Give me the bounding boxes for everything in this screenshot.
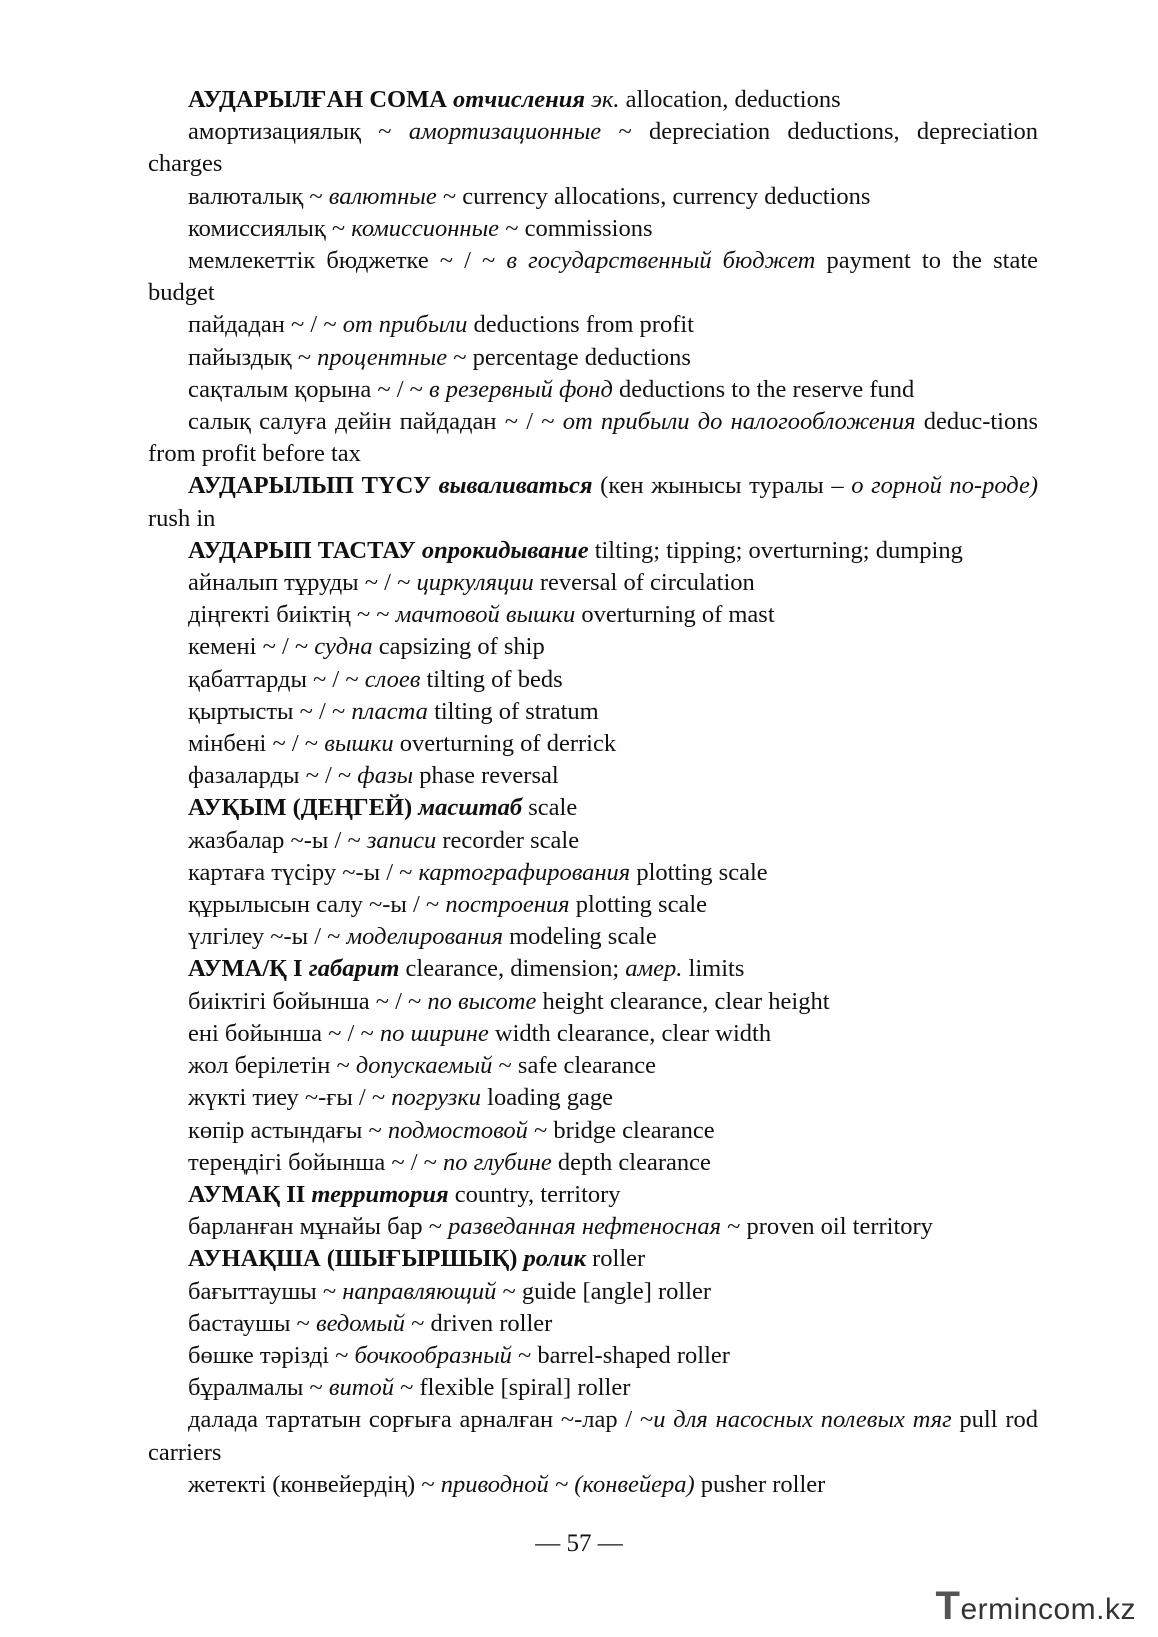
entry-text: plotting scale: [630, 858, 768, 886]
entry-text: pull rod carriers: [148, 1406, 1038, 1466]
entry-text: depth clearance: [551, 1148, 711, 1176]
russian-term: фазы: [357, 762, 414, 790]
dictionary-entry: [148, 1082, 1038, 1114]
russian-term: процентные: [317, 343, 448, 371]
entry-text: бұралмалы ~: [188, 1374, 329, 1402]
dictionary-entry: [148, 986, 1038, 1018]
entry-text: scale: [522, 794, 578, 822]
russian-term: разведанная нефтеносная: [448, 1213, 721, 1241]
entry-text: (кен жынысы туралы –: [592, 472, 852, 500]
dictionary-entry: [148, 1018, 1038, 1050]
entry-text: айналып тұруды ~ / ~: [188, 569, 417, 597]
entry-text: биіктігі бойынша ~ / ~: [188, 987, 428, 1015]
russian-term: приводной ~ (конвейера): [440, 1470, 695, 1498]
entry-text: ~ guide [angle] roller: [496, 1277, 712, 1305]
entry-text: сақталым қорына ~ / ~: [188, 375, 430, 403]
entry-text: мемлекеттік бюджетке ~ / ~: [188, 247, 507, 275]
dictionary-entry: [148, 406, 1038, 470]
dictionary-entry: [148, 1211, 1038, 1243]
entry-text: мінбені ~ / ~: [188, 730, 325, 758]
entry-text: фазаларды ~ / ~: [188, 762, 358, 790]
russian-term: записи: [366, 826, 437, 854]
dictionary-entry: [148, 792, 1038, 824]
entry-text: ~ driven roller: [405, 1309, 553, 1337]
russian-term: витой: [328, 1374, 394, 1402]
entry-text: pusher roller: [694, 1470, 826, 1498]
entry-text: plotting scale: [569, 891, 708, 919]
russian-term: амер.: [625, 955, 683, 983]
dictionary-entry: [148, 181, 1038, 213]
dictionary-entry: [148, 921, 1038, 953]
entry-text: жол берілетін ~: [188, 1052, 356, 1080]
dictionary-entry: [148, 535, 1038, 567]
entry-text: tilting of beds: [420, 665, 563, 693]
russian-term: направляющий: [342, 1277, 497, 1305]
russian-term: от прибыли до налогообложения: [562, 408, 916, 436]
entry-text: overturning of derrick: [393, 730, 617, 758]
entry-text: deductions to the reserve fund: [612, 375, 915, 403]
headword: АУДАРЫП ТАСТАУ: [188, 536, 416, 564]
headword: территория: [311, 1180, 449, 1208]
watermark-initial: T: [935, 1584, 961, 1628]
entry-text: бөшке тәрізді ~: [188, 1341, 355, 1369]
russian-term: ведомый: [315, 1309, 406, 1337]
entry-text: deductions from profit: [467, 311, 694, 339]
entry-text: ~ commissions: [499, 214, 653, 242]
russian-term: построения: [445, 891, 570, 919]
dictionary-entry: [148, 374, 1038, 406]
russian-term: валютные: [328, 182, 437, 210]
entry-text: үлгілеу ~-ы / ~: [188, 923, 347, 951]
russian-term: погрузки: [391, 1084, 482, 1112]
dictionary-entry: [148, 1372, 1038, 1404]
russian-term: допускаемый: [355, 1052, 493, 1080]
dictionary-entry: [148, 631, 1038, 663]
entry-text: ~ percentage deductions: [447, 343, 691, 371]
dictionary-entry: [148, 1340, 1038, 1372]
russian-term: моделирования: [346, 923, 503, 951]
entry-text: пайыздық ~: [188, 343, 318, 371]
headword: АУМАҚ II: [188, 1180, 306, 1208]
dictionary-entry: [148, 857, 1038, 889]
dictionary-entry: [148, 1179, 1038, 1211]
dictionary-entry: [148, 728, 1038, 760]
dictionary-entry: [148, 696, 1038, 728]
entry-text: ~ proven oil territory: [720, 1213, 933, 1241]
dictionary-entry: [148, 1404, 1038, 1468]
entry-text: overturning of mast: [575, 601, 775, 629]
entry-text: roller: [586, 1245, 646, 1273]
russian-term: и для насосных полевых тяг: [653, 1406, 952, 1434]
dictionary-entry: [148, 116, 1038, 180]
russian-term: циркуляции: [416, 569, 534, 597]
headword: АУНАҚША (ШЫҒЫРШЫҚ): [188, 1245, 518, 1273]
dictionary-entry: [148, 664, 1038, 696]
watermark-text: ermincom.kz: [960, 1593, 1136, 1626]
russian-term: судна: [314, 633, 373, 661]
dictionary-entry: [148, 1276, 1038, 1308]
entry-text: ~ safe clearance: [492, 1052, 656, 1080]
dictionary-entry: [148, 1115, 1038, 1147]
headword: АУДАРЫЛҒАН СОМА: [188, 86, 447, 113]
dictionary-entry: [148, 760, 1038, 792]
headword: АУДАРЫЛЫП ТҮСУ: [188, 472, 431, 500]
entry-text: capsizing of ship: [372, 633, 545, 661]
entry-text: жетекті (конвейердің) ~: [188, 1470, 441, 1498]
headword: масштаб: [418, 794, 523, 822]
entry-text: жазбалар ~-ы / ~: [188, 826, 367, 854]
dictionary-entry: [148, 1243, 1038, 1275]
entry-text: амортизациялық ~: [188, 118, 409, 146]
entry-text: қабаттарды ~ / ~: [188, 665, 365, 693]
dictionary-entry: [148, 1469, 1038, 1501]
russian-term: о горной по-роде): [851, 472, 1038, 500]
dictionary-entry: [148, 84, 1038, 116]
entry-text: limits: [682, 955, 745, 983]
watermark-logo: [936, 1584, 1136, 1629]
headword: АУМА/Қ I: [188, 955, 303, 983]
russian-term: по ширине: [379, 1019, 489, 1047]
entry-text: картаға түсіру ~-ы / ~: [188, 858, 419, 886]
headword: отчисления: [453, 86, 585, 113]
entry-text: ~ currency allocations, currency deductions: [436, 182, 871, 210]
russian-term: слоев: [364, 665, 421, 693]
dictionary-entry: [148, 567, 1038, 599]
entry-text: [431, 472, 439, 499]
headword: ролик: [523, 1245, 587, 1273]
headword: вываливаться: [438, 472, 593, 500]
entry-text: recorder scale: [436, 826, 580, 854]
russian-term: комиссионные: [351, 214, 500, 242]
entry-text: clearance, dimension;: [399, 955, 626, 983]
entry-text: қыртысты ~ / ~: [188, 697, 352, 725]
dictionary-entry: [148, 825, 1038, 857]
russian-term: эк.: [591, 86, 620, 113]
russian-term: вышки: [324, 730, 394, 758]
russian-term: от прибыли: [342, 311, 468, 339]
entry-text: бастаушы ~: [188, 1309, 316, 1337]
dictionary-entry: [148, 213, 1038, 245]
page-number: — 57 —: [535, 1530, 623, 1557]
entry-text: deduc-tions from profit before tax: [148, 408, 1039, 468]
russian-term: амортизационные: [408, 118, 602, 146]
entry-text: барланған мұнайы бар ~: [188, 1213, 449, 1241]
russian-term: пласта: [351, 697, 428, 725]
dictionary-page: [148, 84, 1038, 1501]
entry-text: діңгекті биіктің ~ ~: [188, 601, 396, 629]
entry-text: modeling scale: [502, 923, 657, 951]
russian-term: мачтовой вышки: [395, 601, 576, 629]
entry-text: ~ depreciation deductions, depreciation charges: [148, 118, 1039, 178]
entry-text: далада тартатын сорғыға арналған ~-лар / ~: [188, 1406, 654, 1434]
entry-text: phase reversal: [413, 762, 559, 790]
headword: АУҚЫМ (ДЕҢГЕЙ): [188, 794, 413, 822]
entry-text: тереңдігі бойынша ~ / ~: [188, 1148, 444, 1176]
entry-text: ені бойынша ~ / ~: [188, 1019, 380, 1047]
entry-text: loading gage: [481, 1084, 614, 1112]
entry-text: tilting; tipping; overturning; dumping: [588, 536, 963, 564]
dictionary-entry: [148, 309, 1038, 341]
headword: опрокидывание: [421, 536, 589, 564]
entry-text: бағыттаушы ~: [188, 1277, 343, 1305]
headword: габарит: [308, 955, 400, 983]
entry-text: көпір астындағы ~: [188, 1116, 388, 1144]
entry-text: rush in: [148, 504, 216, 532]
entry-text: width clearance, clear width: [488, 1019, 772, 1047]
entry-text: кемені ~ / ~: [188, 633, 315, 661]
russian-term: картографирования: [418, 858, 631, 886]
entry-text: allocation, deductions: [619, 86, 841, 113]
dictionary-entry: [148, 1147, 1038, 1179]
entry-text: height clearance, clear height: [536, 987, 830, 1015]
dictionary-entry: [148, 245, 1038, 309]
russian-term: по высоте: [427, 987, 537, 1015]
russian-term: в государственный бюджет: [506, 247, 816, 275]
entry-text: комиссиялық ~: [188, 214, 352, 242]
entry-text: reversal of circulation: [533, 569, 755, 597]
entry-text: пайдадан ~ / ~: [188, 311, 343, 339]
entry-text: ~ flexible [spiral] roller: [393, 1374, 631, 1402]
russian-term: бочкообразный: [354, 1341, 512, 1369]
dictionary-entry: [148, 953, 1038, 985]
entry-text: payment to the state budget: [148, 247, 1038, 307]
russian-term: по глубине: [443, 1148, 552, 1176]
entry-text: ~ barrel-shaped roller: [511, 1341, 730, 1369]
entry-text: жүкті тиеу ~-ғы / ~: [188, 1084, 392, 1112]
entry-text: валюталық ~: [188, 182, 329, 210]
dictionary-entry: [148, 889, 1038, 921]
entry-text: tilting of stratum: [427, 697, 599, 725]
russian-term: в резервный фонд: [429, 375, 613, 403]
entry-text: country, territory: [448, 1180, 621, 1208]
dictionary-entry: [148, 470, 1038, 534]
dictionary-entry: [148, 599, 1038, 631]
dictionary-entry: [148, 342, 1038, 374]
entry-text: ~ bridge clearance: [527, 1116, 715, 1144]
dictionary-entry: [148, 1050, 1038, 1082]
entry-text: салық салуға дейін пайдадан ~ / ~: [188, 408, 563, 436]
dictionary-entry: [148, 1308, 1038, 1340]
entry-text: құрылысын салу ~-ы / ~: [188, 891, 446, 919]
russian-term: подмостовой: [387, 1116, 528, 1144]
